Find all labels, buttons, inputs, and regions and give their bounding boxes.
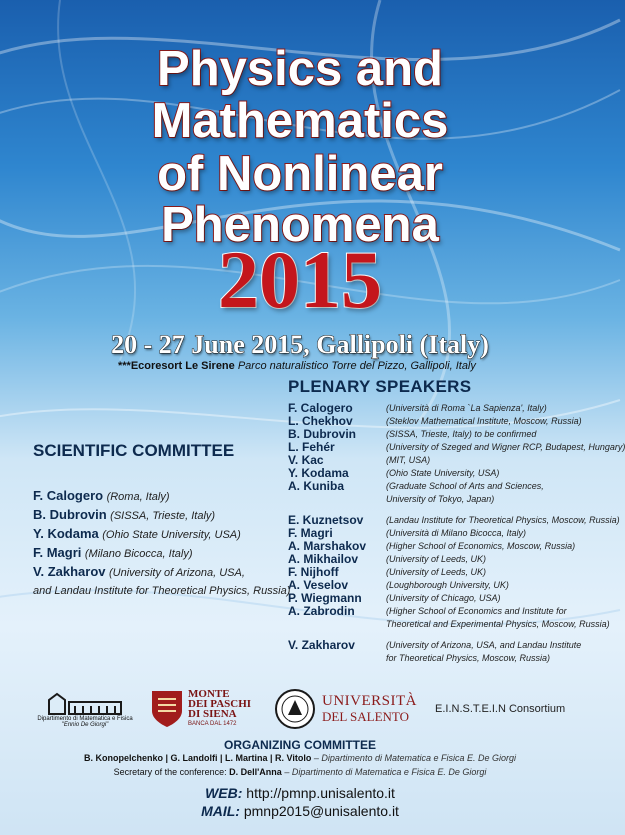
speaker-name: B. Dubrovin: [288, 427, 356, 441]
speaker-name: A. Veselov: [288, 578, 349, 592]
speaker-name: V. Kac: [288, 453, 324, 467]
speaker-affiliation: (Graduate School of Arts and Sciences,: [386, 481, 544, 491]
plenary-speaker: [288, 639, 588, 652]
speaker-affiliation: (University of Arizona, USA, and Landau Institute: [386, 640, 582, 650]
university-name-1: UNIVERSITÀ: [322, 693, 417, 709]
speaker-name: P. Wiegmann: [288, 591, 362, 605]
einstein-consortium: E.I.N.S.T.E.I.N Consortium: [435, 703, 566, 715]
mail-label: MAIL:: [201, 803, 240, 819]
speaker-name: [288, 493, 386, 506]
venue: [118, 360, 476, 372]
organizing-committee-heading: ORGANIZING COMMITTEE: [224, 738, 376, 752]
university-name-2: DEL SALENTO: [322, 709, 410, 724]
speaker-affiliation: (University of Chicago, USA): [386, 593, 501, 603]
dept-logo: [30, 683, 140, 735]
university-seal-icon: [274, 688, 316, 730]
event-year: 2015: [218, 234, 382, 325]
speaker-affiliation: (Ohio State University, USA): [386, 468, 500, 478]
speaker-affiliation: (University of Leeds, UK): [386, 554, 487, 564]
speaker-affiliation: (Loughborough University, UK): [386, 580, 509, 590]
sci-member: B. Dubrovin (SISSA, Trieste, Italy): [33, 507, 216, 522]
plenary-speaker: [288, 480, 588, 493]
speaker-affiliation: (Higher School of Economics, Moscow, Russia): [386, 541, 576, 551]
organizing-members: B. Konopelchenko | G. Landolfi | L. Martina | R. Vitolo – Dipartimento di Matematica e Fisica E. De Giorgi: [84, 753, 516, 763]
bank-logo: [150, 683, 270, 735]
speaker-name: V. Zakharov: [288, 638, 355, 652]
speaker-name: [288, 618, 386, 631]
title-line-4: Phenomena: [161, 198, 439, 252]
sci-member: F. Magri (Milano Bicocca, Italy): [33, 545, 193, 560]
speaker-affiliation: (Università di Roma `La Sapienza', Italy): [386, 403, 547, 413]
web-link[interactable]: http://pmnp.unisalento.it: [246, 785, 395, 801]
speaker-name: F. Nijhoff: [288, 565, 339, 579]
speaker-name: E. Kuznetsov: [288, 513, 364, 527]
plenary-speakers-heading: PLENARY SPEAKERS: [288, 377, 472, 396]
speaker-name: A. Marshakov: [288, 539, 367, 553]
conference-secretary: Secretary of the conference: D. Dell'Anna – Dipartimento di Matematica e Fisica E. De Giorgi: [113, 767, 487, 777]
mail-link[interactable]: pmnp2015@unisalento.it: [243, 803, 399, 819]
event-dates: 20 - 27 June 2015, Gallipoli (Italy): [111, 330, 489, 359]
mail-line: [0, 803, 600, 819]
venue-name: ***Ecoresort Le Sirene: [118, 360, 235, 372]
bank-crest-icon: [150, 689, 184, 729]
sci-member: F. Calogero (Roma, Italy): [33, 488, 170, 503]
scientific-committee-heading: SCIENTIFIC COMMITTEE: [33, 441, 235, 460]
plenary-speaker-aff-continued: [288, 652, 588, 665]
speaker-name: [288, 652, 386, 665]
speaker-affiliation: (Steklov Mathematical Institute, Moscow, Russia): [386, 416, 582, 426]
einstein-logo: [435, 683, 575, 735]
speaker-name: Y. Kodama: [288, 466, 349, 480]
speaker-affiliation: (University of Leeds, UK): [386, 567, 487, 577]
bank-name-3: DI SIENA: [188, 708, 237, 720]
speaker-name: A. Mikhailov: [288, 552, 359, 566]
speaker-affiliation: (Università di Milano Bicocca, Italy): [386, 528, 527, 538]
venue-detail: Parco naturalistico Torre del Pizzo, Gallipoli, Italy: [237, 360, 476, 372]
dept-subname: "Ennio De Giorgi": [61, 722, 109, 728]
bank-name-2: DEI PASCHI: [188, 698, 252, 710]
speaker-name: A. Kuniba: [288, 479, 344, 493]
speaker-affiliation: (MIT, USA): [386, 455, 431, 465]
plenary-speaker-aff-continued: [288, 493, 588, 506]
speaker-name: L. Fehér: [288, 440, 335, 454]
speaker-name: F. Magri: [288, 526, 333, 540]
sci-member: Y. Kodama (Ohio State University, USA): [33, 526, 241, 541]
web-line: [0, 785, 600, 801]
title-line-2: Mathematics: [151, 94, 449, 148]
university-logo: [274, 683, 434, 735]
speaker-affiliation: (Higher School of Economics and Institute for: [386, 606, 567, 616]
title-line-1: Physics and: [157, 42, 443, 96]
plenary-speaker-aff-continued: [288, 618, 610, 631]
sci-member: V. Zakharov (University of Arizona, USA,: [33, 564, 245, 579]
sponsor-logos: [30, 683, 575, 735]
plenary-speaker: [288, 440, 625, 454]
scientific-committee-list: [33, 487, 291, 600]
title-line-3: of Nonlinear: [157, 147, 443, 201]
speaker-affiliation: University of Tokyo, Japan): [386, 494, 495, 504]
plenary-speaker: [288, 605, 588, 618]
plenary-speaker: [288, 513, 620, 527]
speaker-affiliation: Theoretical and Experimental Physics, Moscow, Russia): [386, 619, 610, 629]
plenary-speakers-list: [288, 401, 625, 665]
speaker-affiliation: for Theoretical Physics, Moscow, Russia): [386, 653, 551, 663]
speaker-affiliation: (Landau Institute for Theoretical Physics, Moscow, Russia): [386, 515, 620, 525]
bank-name-1: MONTE: [188, 688, 230, 700]
speaker-name: F. Calogero: [288, 401, 353, 415]
dept-name: Dipartimento di Matematica e Fisica: [37, 716, 133, 722]
speaker-name: L. Chekhov: [288, 414, 353, 428]
speaker-affiliation: (SISSA, Trieste, Italy) to be confirmed: [386, 429, 537, 439]
speaker-affiliation: (University of Szeged and Wigner RCP, Budapest, Hungary): [386, 442, 625, 452]
web-label: WEB:: [205, 785, 243, 801]
bank-since: BANCA DAL 1472: [188, 721, 237, 727]
speaker-name: A. Zabrodin: [288, 604, 355, 618]
sci-member-continuation: and Landau Institute for Theoretical Physics, Russia): [33, 585, 291, 597]
dept-building-icon: [45, 690, 125, 716]
